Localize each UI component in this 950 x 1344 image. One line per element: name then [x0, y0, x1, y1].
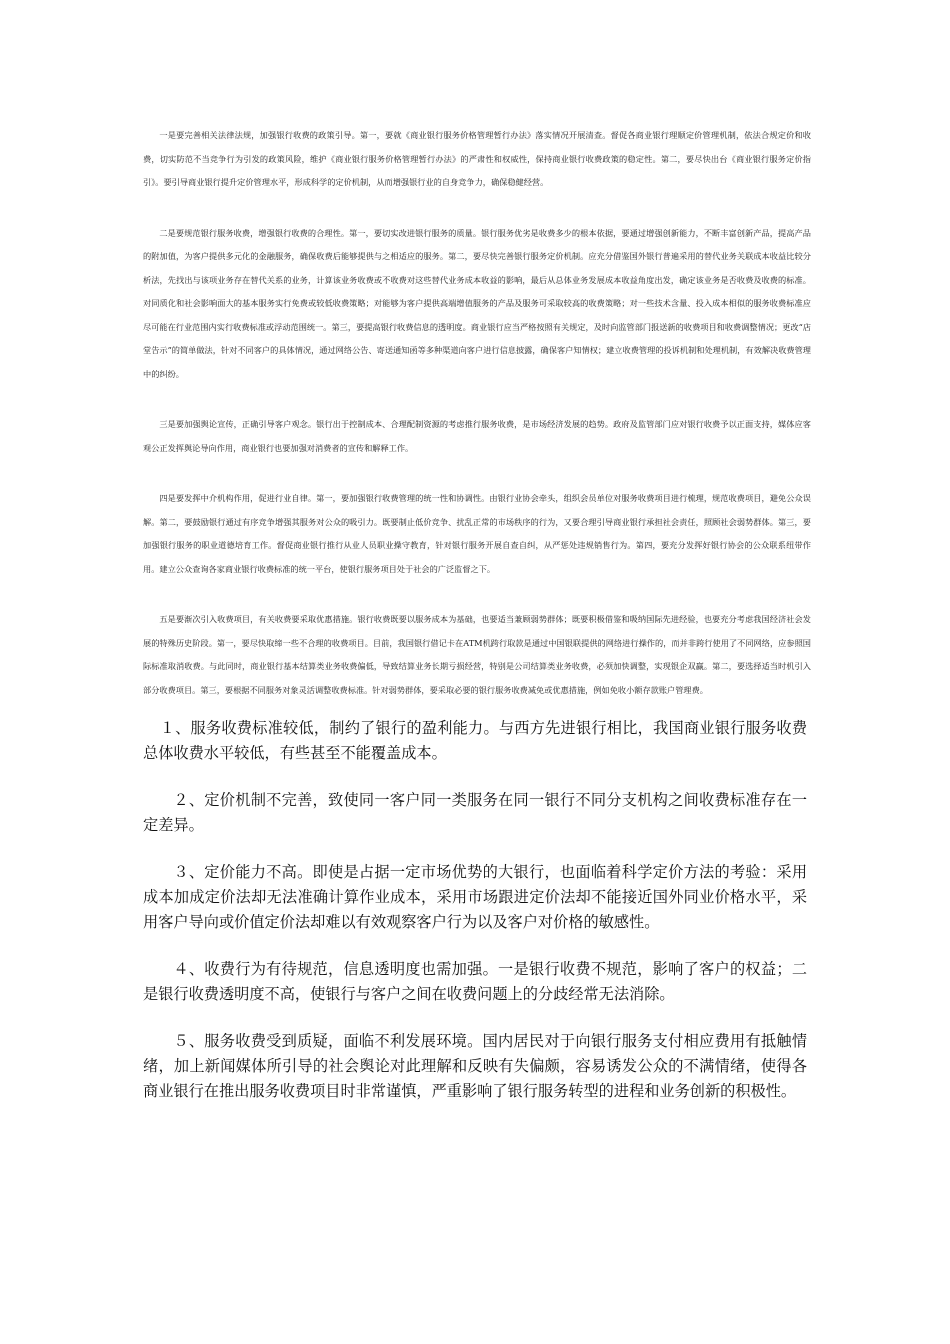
paragraph-measure-2: 二是要规范银行服务收费，增强银行收费的合理性。第一，要切实改进银行服务的质量。银行服务优劣是收费多少的根本依据，要通过增强创新能力，不断丰富创新产品，提高产品的附加值，为客户提供多元化的金融服务，确保收费后能够提供与之相适应的服务。第二，要尽快完善银行服务定价机制。应充分借鉴国外银行普遍采用的替代业务关联成本收益比较分析法，先找出与该项业务存在替代关系的业务，计算该业务收费或不收费对这些替代业务成本收益的影响，最后从总体业务发展成本收益角度出发，确定该业务是否收费及收费的标准。对同质化和社会影响面大的基本服务实行免费或较低收费策略；对能够为客户提供高端增值服务的产品及服务可采取较高的收费策略；对一些技术含量、投入成本相似的服务收费标准应尽可能在行业范围内实行收费标准或浮动范围统一。第三，要提高银行收费信息的透明度。商业银行应当严格按照有关规定，及时向监管部门报送新的收费项目和收费调整情况；更改“店堂告示”的简单做法，针对不同客户的具体情况，通过网络公告、寄送通知函等多种渠道向客户进行信息披露，确保客户知情权；建立收费管理的投诉机制和处理机制，有效解决收费管理中的纠纷。 — [143, 227, 811, 379]
paragraph-problem-3: ３、定价能力不高。即使是占据一定市场优势的大银行，也面临着科学定价方法的考验：采用成本加成定价法却无法准确计算作业成本，采用市场跟进定价法却不能接近国外同业价格水平，采用客户导向或价值定价法却难以有效观察客户行为以及客户对价格的敏感性。 — [143, 863, 807, 931]
paragraph-measure-4: 四是要发挥中介机构作用，促进行业自律。第一，要加强银行收费管理的统一性和协调性。由银行业协会牵头，组织会员单位对服务收费项目进行梳理，规范收费项目，避免公众误解。第二，要鼓励银行通过有序竞争增强其服务对公众的吸引力。既要制止低价竞争、扰乱正常的市场秩序的行为，又要合理引导商业银行承担社会责任，照顾社会弱势群体。第三，要加强银行服务的职业道德培育工作。督促商业银行推行从业人员职业操守教育，针对银行服务开展自查自纠，从严惩处违规销售行为。第四，要充分发挥好银行协会的公众联系纽带作用。建立公众查询各家商业银行收费标准的统一平台，使银行服务项目处于社会的广泛监督之下。 — [143, 493, 811, 574]
paragraph-problem-1: １、服务收费标准较低，制约了银行的盈利能力。与西方先进银行相比，我国商业银行服务收费总体收费水平较低，有些甚至不能覆盖成本。 — [143, 719, 807, 762]
document-page — [143, 124, 811, 1126]
paragraph-measure-3: 三是要加强舆论宣传，正确引导客户观念。银行出于控制成本、合理配制资源的考虑推行服务收费，是市场经济发展的趋势。政府及监管部门应对银行收费予以正面支持，媒体应客观公正发挥舆论导向作用，商业银行也要加强对消费者的宣传和解释工作。 — [143, 419, 811, 453]
paragraph-problem-4: ４、收费行为有待规范，信息透明度也需加强。一是银行收费不规范，影响了客户的权益；二是银行收费透明度不高，使银行与客户之间在收费问题上的分歧经常无法消除。 — [143, 960, 807, 1003]
paragraph-problem-5: ５、服务收费受到质疑，面临不利发展环境。国内居民对于向银行服务支付相应费用有抵触情绪，加上新闻媒体所引导的社会舆论对此理解和反映有失偏颇，容易诱发公众的不满情绪，使得各商业银行在推出服务收费项目时非常谨慎，严重影响了银行服务转型的进程和业务创新的积极性。 — [143, 1032, 807, 1100]
paragraph-measure-1: 一是要完善相关法律法规，加强银行收费的政策引导。第一，要就《商业银行服务价格管理暂行办法》落实情况开展清查。督促各商业银行理顺定价管理机制，依法合规定价和收费，切实防范不当竞争行为引发的政策风险，维护《商业银行服务价格管理暂行办法》的严肃性和权威性，保持商业银行收费政策的稳定性。第二，要尽快出台《商业银行服务定价指引》。要引导商业银行提升定价管理水平，形成科学的定价机制，从而增强银行业的自身竞争力，确保稳健经营。 — [143, 130, 811, 187]
paragraph-measure-5: 五是要渐次引入收费项目，有关收费要采取优惠措施。银行收费既要以服务成本为基础，也要适当兼顾弱势群体；既要积极借鉴和吸纳国际先进经验，也要充分考虑我国经济社会发展的特殊历史阶段。第一，要尽快取缔一些不合理的收费项目。目前，我国银行借记卡在ATM机跨行取款是通过中国银联提供的网络进行操作的，而并非跨行使用了不同网络，应参照国际标准取消收费。与此同时，商业银行基本结算类业务收费偏低，导致结算业务长期亏损经营，特别是公司结算类业务收费，必须加快调整，实现银企双赢。第二，要选择适当时机引入部分收费项目。第三，要根据不同服务对象灵活调整收费标准。针对弱势群体，要采取必要的银行服务收费减免或优惠措施，例如免收小额存款账户管理费。 — [143, 614, 811, 695]
paragraph-problem-2: ２、定价机制不完善，致使同一客户同一类服务在同一银行不同分支机构之间收费标准存在一定差异。 — [143, 791, 807, 834]
